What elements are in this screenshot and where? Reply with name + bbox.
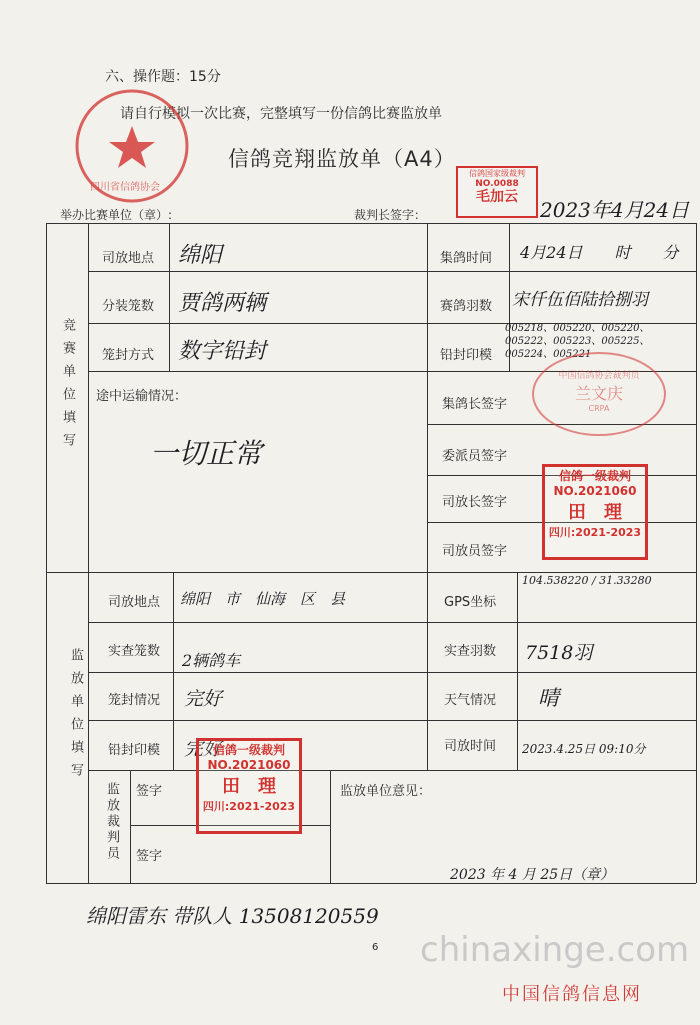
gps-value: 104.538220 / 31.33280 — [522, 574, 652, 587]
s2-seal-stamp-value: 完好 — [184, 738, 223, 760]
instruction-text: 请自行模拟一次比赛，完整填写一份信鸽比赛监放单 — [120, 106, 442, 122]
pigeon-count-value: 宋仟伍佰陆拾捌羽 — [512, 290, 648, 310]
handwritten-note: 绵阳雷东 带队人 13508120559 — [86, 904, 379, 928]
transport-value: 一切正常 — [150, 437, 263, 470]
seal-method-label: 笼封方式 — [102, 348, 155, 363]
seal-method-value: 数字铅封 — [178, 339, 267, 364]
judge-stamp-date-2: 四川:2021-2023 — [202, 800, 296, 813]
national-stamp-title: 信鸽国家级裁判 — [469, 169, 525, 178]
seal-stamp-label: 铅封印模 — [440, 348, 493, 363]
referee-sign-label: 裁判长签字： — [354, 208, 427, 222]
judge-stamp-number: NO.2021060 — [553, 484, 637, 498]
pigeon-count-label: 赛鸽羽数 — [440, 299, 493, 314]
release-chief-sign-label: 司放长签字 — [442, 495, 508, 510]
site-watermark-cn: 中国信鸽信息网 — [502, 984, 642, 1005]
weather-value: 晴 — [538, 686, 559, 710]
referee-oval-stamp — [532, 352, 666, 436]
collection-time-label: 集鸽时间 — [440, 251, 493, 266]
release-location-label: 司放地点 — [102, 251, 155, 266]
gps-label: GPS坐标 — [444, 595, 497, 610]
collector-sign-label: 集鸽长签字 — [442, 397, 508, 412]
seal-condition-label: 笼封情况 — [108, 693, 161, 708]
seal-condition-value: 完好 — [184, 688, 223, 710]
cage-count-label: 分装笼数 — [102, 299, 155, 314]
judge-stamp-title-2: 信鸽一级裁判 — [212, 743, 285, 757]
actual-pigeon-label: 实查羽数 — [444, 644, 497, 659]
judge-stamp-lower — [196, 738, 302, 834]
national-stamp-number: NO.0088 — [475, 179, 519, 189]
cage-count-value: 贾鸽两辆 — [178, 291, 267, 316]
site-watermark: chinaxinge.com — [420, 930, 690, 970]
delegate-sign-label: 委派员签字 — [442, 449, 508, 464]
page-number: 6 — [372, 942, 379, 953]
releaser-sign-label: 司放员签字 — [442, 544, 508, 559]
release-time-value: 2023.4.25日 09:10分 — [522, 742, 646, 756]
national-referee-stamp — [456, 166, 538, 218]
oval-stamp-name: 兰文庆 — [574, 384, 623, 403]
s2-release-location-value: 绵阳 市 仙海 区 县 — [180, 590, 346, 608]
judge-side-label: 监放裁判员 — [104, 782, 119, 862]
judge-stamp-name-2: 田 理 — [222, 776, 276, 797]
round-stamp-text: 四川省信鸽协会 — [90, 182, 160, 193]
bottom-date: 2023 年 4 月 25日（章） — [450, 867, 615, 883]
judge-stamp-title: 信鸽一级裁判 — [558, 469, 631, 483]
actual-pigeon-value: 7518羽 — [525, 642, 593, 664]
judge-sign-label-1: 签字 — [136, 784, 163, 799]
judge-sign-label-2: 签字 — [136, 849, 163, 864]
oval-stamp-title: 中国信鸽协会裁判员 — [558, 371, 640, 381]
national-stamp-name: 毛加云 — [476, 189, 518, 205]
actual-cage-value: 2辆鸽车 — [182, 651, 241, 670]
seal-stamp-value: 005218、005220、005220、005222、005223、005225、005224、005221 — [505, 323, 650, 360]
form-title: 信鸽竞翔监放单（A4） — [228, 147, 456, 171]
judge-stamp-date: 四川:2021-2023 — [548, 526, 642, 539]
actual-cage-label: 实查笼数 — [108, 644, 161, 659]
organizer-label: 举办比赛单位（章）: — [60, 208, 173, 222]
judge-stamp-name: 田 理 — [568, 502, 622, 523]
section1-side-label: 竞赛单位填写 — [60, 318, 75, 456]
s2-release-location-label: 司放地点 — [108, 595, 161, 610]
section2-side-label: 监放单位填写 — [68, 648, 83, 786]
judge-stamp-number-2: NO.2021060 — [207, 758, 291, 772]
association-round-stamp — [72, 86, 192, 206]
supervisor-opinion-label: 监放单位意见： — [340, 784, 432, 799]
weather-label: 天气情况 — [444, 693, 497, 708]
judge-stamp-upper — [542, 464, 648, 560]
oval-stamp-sub: CRPA — [588, 404, 610, 413]
collection-time-value: 4月24日 时 分 — [520, 243, 679, 262]
s2-seal-stamp-label: 铅封印模 — [108, 743, 161, 758]
release-location-value: 绵阳 — [178, 243, 223, 268]
release-time-label: 司放时间 — [444, 739, 497, 754]
question-heading: 六、操作题：15分 — [105, 69, 221, 85]
transport-label: 途中运输情况： — [96, 389, 188, 404]
top-date: 2023年4月24日 — [540, 198, 690, 222]
